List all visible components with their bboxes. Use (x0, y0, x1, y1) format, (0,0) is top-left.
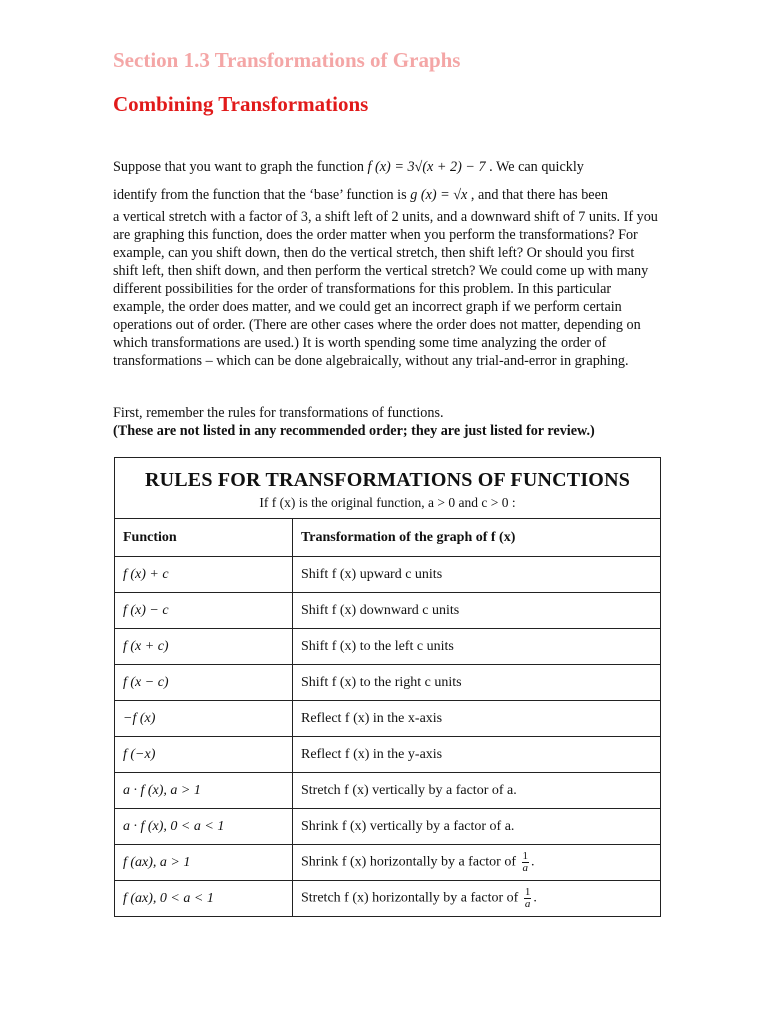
table-row (115, 629, 661, 665)
transformation-rules-table (114, 457, 661, 917)
fraction-numerator: 1 (522, 850, 528, 862)
intro-line-2 (113, 182, 658, 208)
description-cell: Reflect f (x) in the x-axis (293, 701, 661, 737)
fraction-one-over-a (524, 887, 532, 910)
description-tail: . (533, 890, 537, 906)
intro-text-2a: identify from the function that the ‘base’ function is (113, 187, 411, 203)
table-row (115, 701, 661, 737)
subsection-title: Combining Transformations (113, 92, 369, 116)
function-equation: f (x) = 3√(x + 2) − 7 (367, 159, 486, 175)
review-note-bold: (These are not listed in any recommended order; they are just listed for review.) (113, 423, 595, 439)
function-cell: f (x − c) (115, 665, 293, 701)
intro-body: a vertical stretch with a factor of 3, a shift left of 2 units, and a downward shift of 7 units. If you are graphing this function, does the order matter when you perform the transformations? For example, can you shift down, then do the vertical stretch, then shift left? Or should you first shift left, then shift down, and then perform the vertical stretch? We could come up with many different possibilities for the order of transformations for this problem. In this particular example, the order does matter, and we could get an incorrect graph if we perform certain operations out of order. (There are other cases where the order does not matter, depending on which transformations are used.) It is worth spending some time analyzing the order of transformations – which can be done algebraically, without any trial-and-error in graphing. (113, 209, 658, 369)
function-cell: a · f (x), 0 < a < 1 (115, 809, 293, 845)
description-text: Shrink f (x) horizontally by a factor of (301, 854, 516, 870)
function-cell: −f (x) (115, 701, 293, 737)
table-row (115, 809, 661, 845)
description-cell: Shift f (x) to the right c units (293, 665, 661, 701)
intro-text-1a: Suppose that you want to graph the function (113, 159, 368, 175)
table-row (115, 881, 661, 917)
section-title: Section 1.3 Transformations of Graphs (113, 48, 461, 72)
description-cell: Shrink f (x) vertically by a factor of a. (293, 809, 661, 845)
fraction-denominator: a (524, 898, 531, 910)
intro-text-2b: , and that there has been (470, 187, 608, 203)
table-row (115, 593, 661, 629)
column-header-function: Function (115, 519, 293, 557)
description-cell (293, 881, 661, 917)
function-cell: f (ax), a > 1 (115, 845, 293, 881)
description-text: Stretch f (x) horizontally by a factor of (301, 890, 519, 906)
function-cell: f (ax), 0 < a < 1 (115, 881, 293, 917)
table-header (115, 458, 661, 519)
function-cell: f (−x) (115, 737, 293, 773)
table-title: RULES FOR TRANSFORMATIONS OF FUNCTIONS (144, 469, 631, 491)
table-condition: If f (x) is the original function, a > 0 and c > 0 : (259, 495, 516, 510)
description-cell (293, 845, 661, 881)
description-tail: . (531, 854, 535, 870)
fraction-numerator: 1 (524, 886, 531, 898)
intro-line-1 (113, 152, 658, 182)
description-cell: Shift f (x) upward c units (293, 557, 661, 593)
function-cell: a · f (x), a > 1 (115, 773, 293, 809)
description-cell: Shift f (x) downward c units (293, 593, 661, 629)
function-cell: f (x) − c (115, 593, 293, 629)
review-line-1: First, remember the rules for transformations of functions. (113, 405, 444, 421)
intro-text-1b: . We can quickly (489, 159, 584, 175)
column-header-transformation: Transformation of the graph of f (x) (293, 519, 661, 557)
base-function-equation: g (x) = √x (410, 187, 468, 203)
intro-paragraph (113, 152, 658, 370)
table-row (115, 665, 661, 701)
table-row (115, 773, 661, 809)
fraction-denominator: a (522, 862, 528, 874)
function-cell: f (x) + c (115, 557, 293, 593)
fraction-one-over-a (522, 851, 530, 874)
review-paragraph (113, 404, 673, 440)
description-cell: Reflect f (x) in the y-axis (293, 737, 661, 773)
description-cell: Shift f (x) to the left c units (293, 629, 661, 665)
table-row (115, 737, 661, 773)
table-row (115, 845, 661, 881)
function-cell: f (x + c) (115, 629, 293, 665)
table-row (115, 557, 661, 593)
description-cell: Stretch f (x) vertically by a factor of a. (293, 773, 661, 809)
